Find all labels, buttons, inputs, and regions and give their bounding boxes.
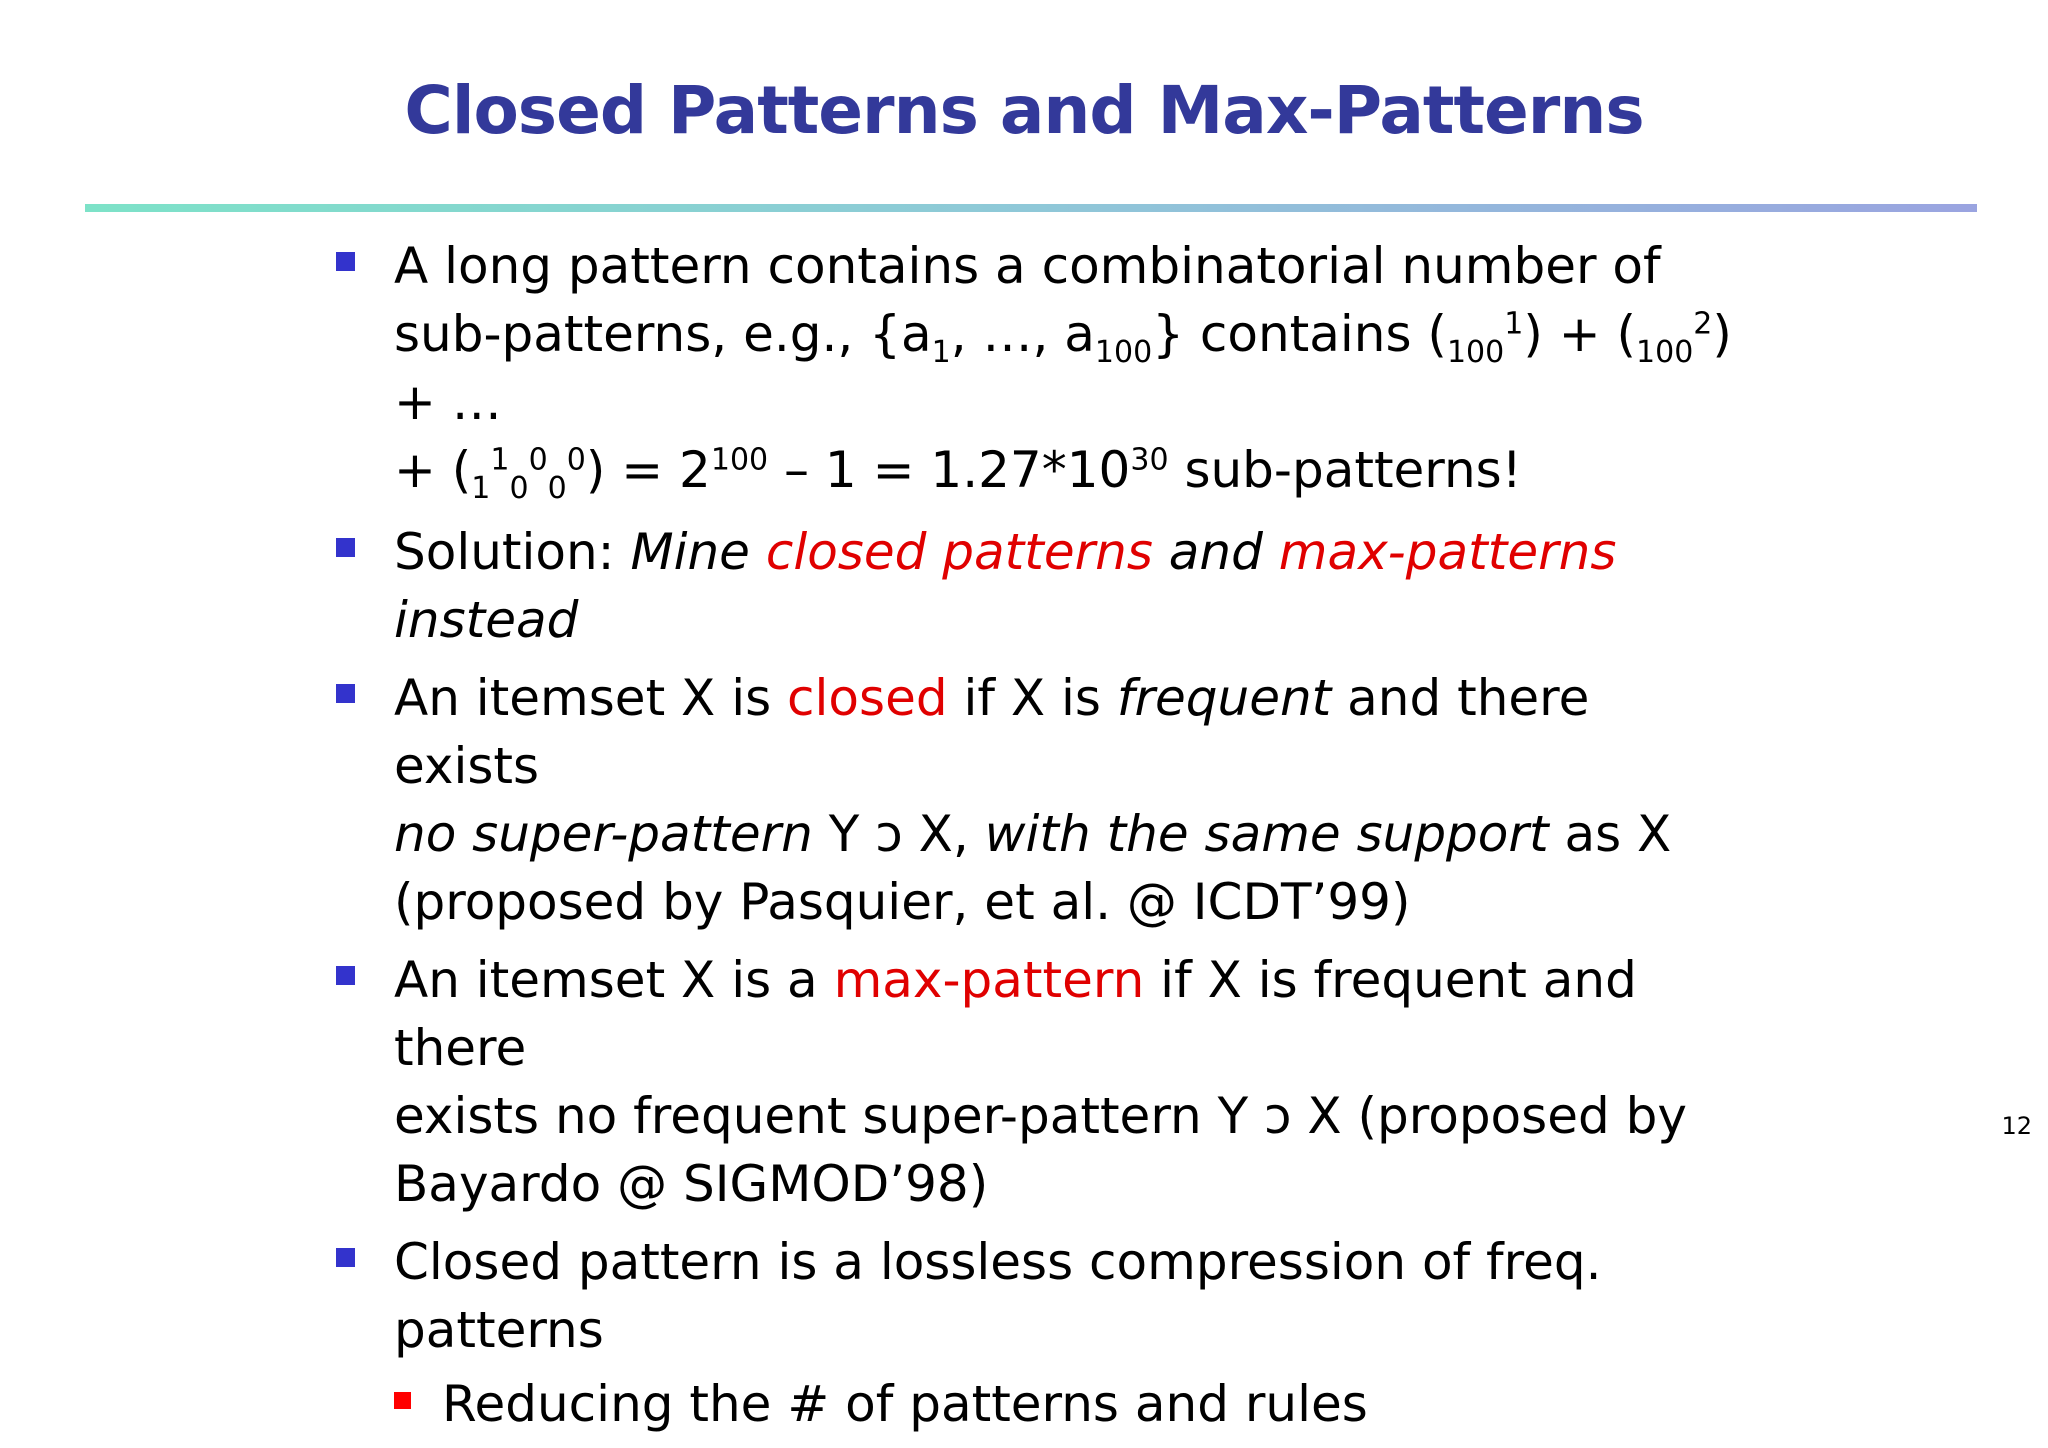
bullet-square-icon (336, 966, 355, 985)
bullet-lossless (336, 1228, 1736, 1438)
bullet-solution (336, 518, 1736, 654)
bullet-square-icon (336, 684, 355, 703)
text-line: Closed pattern is a lossless compression of freq. (394, 1233, 1602, 1291)
text-line: A long pattern contains a combinatorial number of (394, 237, 1661, 295)
page-number: 12 (2001, 1112, 2032, 1140)
text-line: no super-pattern Y ɔ X, with the same support as X (394, 805, 1672, 863)
bullet-square-icon (336, 538, 355, 557)
bullet-closed-definition (336, 664, 1736, 936)
bullet-list (336, 232, 1736, 1448)
bullet-combinatorial (336, 232, 1736, 504)
text-line: patterns (394, 1301, 604, 1359)
text-line: Solution: Mine closed patterns and max-patterns instead (394, 523, 1617, 649)
text-line: (proposed by Pasquier, et al. @ ICDT’99) (394, 873, 1411, 931)
sub-bullet-reducing: Reducing the # of patterns and rules (394, 1370, 1736, 1438)
bullet-square-icon (336, 1248, 355, 1267)
text-line: exists no frequent super-pattern Y ɔ X (proposed by (394, 1087, 1687, 1145)
text-line: Bayardo @ SIGMOD’98) (394, 1155, 989, 1213)
text-line: An itemset X is a max-pattern if X is frequent and there (394, 951, 1637, 1077)
sub-bullet-square-icon (394, 1392, 411, 1409)
text-line: sub-patterns, e.g., {$a_1$, …, $a_{100}$} contains $(_{100}^1) + (_{100}^2)$ + … (394, 305, 1732, 431)
bullet-max-definition (336, 946, 1736, 1218)
slide-title: Closed Patterns and Max-Patterns (404, 72, 1644, 149)
text-line: + $(_1^1_0^0_0^0) = 2^{100} - 1 = 1.27*10^{30}$ sub-patterns! (394, 441, 1522, 506)
text-line: An itemset X is closed if X is frequent and there exists (394, 669, 1590, 795)
title-divider (85, 204, 1977, 212)
sub-bullet-list (394, 1370, 1736, 1438)
bullet-square-icon (336, 252, 355, 271)
